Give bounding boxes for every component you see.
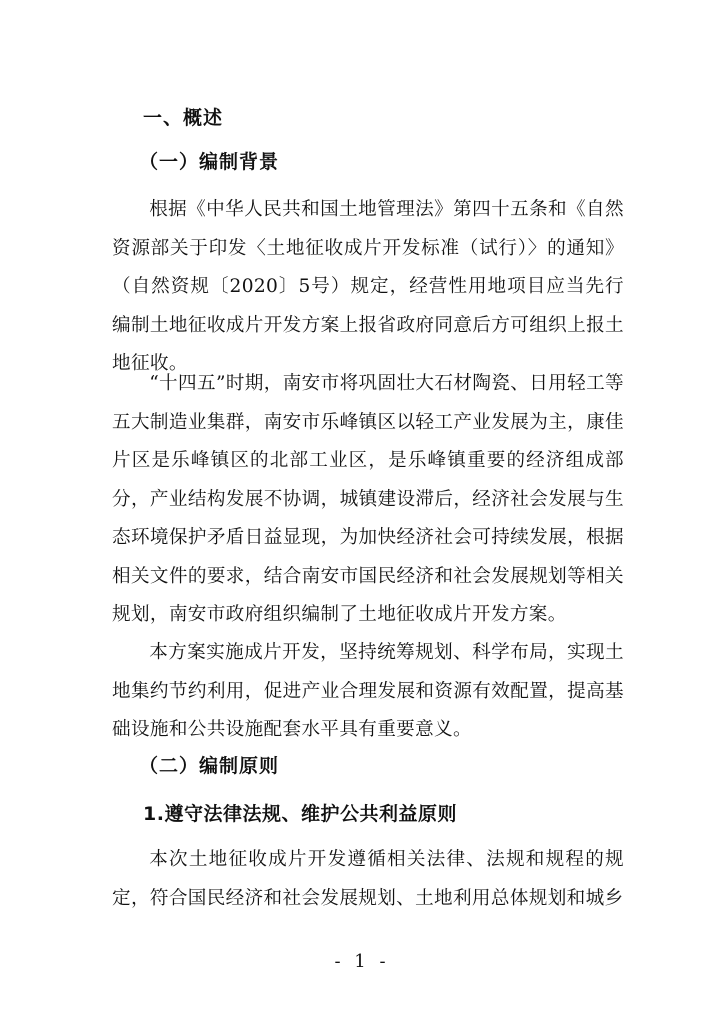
paragraph-legal-basis: 根据《中华人民共和国土地管理法》第四十五条和《自然资源部关于印发〈土地征收成片开发标准（试行）〉的通知》（自然资规〔2020〕5号）规定，经营性用地项目应当先行编制土地征收成片开发方案上报省政府同意后方可组织上报土地征收。 [112, 199, 624, 374]
paragraph-development-context: “十四五”时期，南安市将巩固壮大石材陶瓷、日用轻工等五大制造业集群，南安市乐峰镇区以轻工产业发展为主，康佳片区是乐峰镇区的北部工业区，是乐峰镇重要的经济组成部分，产业结构发展不协调，城镇建设滞后，经济社会发展与生态环境保护矛盾日益显现，为加快经济社会可持续发展，根据相关文件的要求，结合南安市国民经济和社会发展规划等相关规划，南安市政府组织编制了土地征收成片开发方案。 [112, 373, 624, 625]
chapter-heading: 一、概述 [143, 107, 224, 129]
paragraph-significance: 本方案实施成片开发，坚持统筹规划、科学布局，实现土地集约节约利用，促进产业合理发展和资源有效配置，提高基础设施和公共设施配套水平具有重要意义。 [112, 642, 624, 740]
principle-heading: 1.遵守法律法规、维护公共利益原则 [143, 803, 457, 825]
section-heading-background: （一）编制背景 [139, 151, 280, 173]
page-number: - 1 - [334, 951, 390, 972]
section-heading-principles: （二）编制原则 [139, 755, 280, 777]
paragraph-principle: 本次土地征收成片开发遵循相关法律、法规和规程的规定，符合国民经济和社会发展规划、土地利用总体规划和城乡 [112, 849, 624, 909]
